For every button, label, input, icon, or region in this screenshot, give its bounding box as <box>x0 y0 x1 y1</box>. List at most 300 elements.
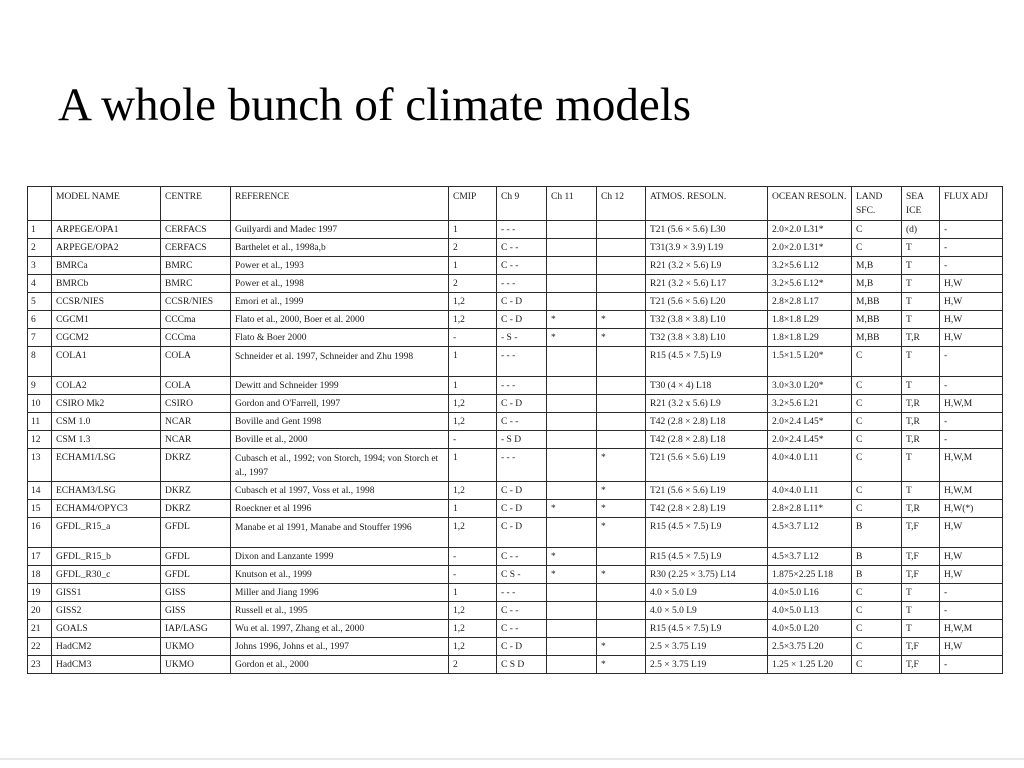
land-sfc-cell: B <box>852 566 902 584</box>
model-name-cell: CGCM2 <box>52 329 161 347</box>
column-header-0 <box>28 187 52 221</box>
sea-ice-cell: T,F <box>902 638 940 656</box>
reference-cell: Gordon and O'Farrell, 1997 <box>231 395 449 413</box>
centre-cell: GISS <box>161 602 231 620</box>
table-row <box>28 293 1003 311</box>
land-sfc-cell: M,BB <box>852 293 902 311</box>
ocean-resoln-cell: 4.5×3.7 L12 <box>768 518 852 548</box>
ocean-resoln-cell: 3.2×5.6 L21 <box>768 395 852 413</box>
model-name-cell: GFDL_R15_b <box>52 548 161 566</box>
land-sfc-cell: B <box>852 548 902 566</box>
table-row <box>28 602 1003 620</box>
model-name-cell: COLA2 <box>52 377 161 395</box>
cmip-cell: 1 <box>449 377 497 395</box>
ch12-cell: * <box>597 518 646 548</box>
centre-cell: IAP/LASG <box>161 620 231 638</box>
row-number-cell: 2 <box>28 239 52 257</box>
ocean-resoln-cell: 1.875×2.25 L18 <box>768 566 852 584</box>
ch9-cell: - - - <box>497 584 547 602</box>
flux-adj-cell: - <box>940 431 1003 449</box>
reference-cell: Johns 1996, Johns et al., 1997 <box>231 638 449 656</box>
centre-cell: COLA <box>161 347 231 377</box>
row-number-cell: 20 <box>28 602 52 620</box>
table-row <box>28 395 1003 413</box>
table-row <box>28 566 1003 584</box>
sea-ice-cell: T <box>902 602 940 620</box>
ocean-resoln-cell: 3.2×5.6 L12* <box>768 275 852 293</box>
sea-ice-cell: T,F <box>902 518 940 548</box>
ocean-resoln-cell: 2.5×3.75 L20 <box>768 638 852 656</box>
model-name-cell: CCSR/NIES <box>52 293 161 311</box>
ch11-cell <box>547 518 597 548</box>
cmip-cell: 1 <box>449 584 497 602</box>
ocean-resoln-cell: 4.0×5.0 L20 <box>768 620 852 638</box>
atmos-resoln-cell: T32 (3.8 × 3.8) L10 <box>646 329 768 347</box>
header-row <box>28 187 1003 221</box>
model-name-cell: ECHAM4/OPYC3 <box>52 500 161 518</box>
centre-cell: NCAR <box>161 413 231 431</box>
land-sfc-cell: C <box>852 377 902 395</box>
atmos-resoln-cell: T32 (3.8 × 3.8) L10 <box>646 311 768 329</box>
ch9-cell: - S D <box>497 431 547 449</box>
flux-adj-cell: H,W,M <box>940 482 1003 500</box>
centre-cell: DKRZ <box>161 500 231 518</box>
column-header-3: REFERENCE <box>231 187 449 221</box>
flux-adj-cell: H,W,M <box>940 449 1003 482</box>
reference-cell: Miller and Jiang 1996 <box>231 584 449 602</box>
ch11-cell <box>547 449 597 482</box>
atmos-resoln-cell: R15 (4.5 × 7.5) L9 <box>646 620 768 638</box>
sea-ice-cell: T,F <box>902 656 940 674</box>
ch12-cell <box>597 620 646 638</box>
model-name-cell: CSM 1.3 <box>52 431 161 449</box>
column-header-9: OCEAN RESOLN. <box>768 187 852 221</box>
table-row <box>28 449 1003 482</box>
reference-cell: Roeckner et al 1996 <box>231 500 449 518</box>
sea-ice-cell: T,F <box>902 548 940 566</box>
row-number-cell: 14 <box>28 482 52 500</box>
column-header-7: Ch 12 <box>597 187 646 221</box>
flux-adj-cell: H,W <box>940 275 1003 293</box>
cmip-cell: 2 <box>449 275 497 293</box>
reference-cell: Russell et al., 1995 <box>231 602 449 620</box>
row-number-cell: 15 <box>28 500 52 518</box>
atmos-resoln-cell: R15 (4.5 × 7.5) L9 <box>646 347 768 377</box>
cmip-cell: 2 <box>449 239 497 257</box>
ch9-cell: - S - <box>497 329 547 347</box>
row-number-cell: 1 <box>28 221 52 239</box>
atmos-resoln-cell: T30 (4 × 4) L18 <box>646 377 768 395</box>
centre-cell: NCAR <box>161 431 231 449</box>
ch12-cell: * <box>597 482 646 500</box>
centre-cell: CERFACS <box>161 239 231 257</box>
flux-adj-cell: - <box>940 257 1003 275</box>
ocean-resoln-cell: 2.0×2.4 L45* <box>768 431 852 449</box>
ch11-cell: * <box>547 329 597 347</box>
row-number-cell: 9 <box>28 377 52 395</box>
sea-ice-cell: T,R <box>902 431 940 449</box>
table-row <box>28 500 1003 518</box>
slide-title: A whole bunch of climate models <box>58 79 692 131</box>
centre-cell: UKMO <box>161 638 231 656</box>
row-number-cell: 18 <box>28 566 52 584</box>
land-sfc-cell: B <box>852 518 902 548</box>
atmos-resoln-cell: 2.5 × 3.75 L19 <box>646 638 768 656</box>
model-name-cell: BMRCb <box>52 275 161 293</box>
ocean-resoln-cell: 1.25 × 1.25 L20 <box>768 656 852 674</box>
land-sfc-cell: C <box>852 395 902 413</box>
atmos-resoln-cell: 4.0 × 5.0 L9 <box>646 584 768 602</box>
atmos-resoln-cell: T21 (5.6 × 5.6) L20 <box>646 293 768 311</box>
ch11-cell <box>547 239 597 257</box>
ch12-cell <box>597 395 646 413</box>
ch9-cell: C - D <box>497 395 547 413</box>
ch12-cell <box>597 275 646 293</box>
table-body <box>28 221 1003 674</box>
atmos-resoln-cell: T42 (2.8 × 2.8) L19 <box>646 500 768 518</box>
sea-ice-cell: T <box>902 311 940 329</box>
sea-ice-cell: T,F <box>902 566 940 584</box>
flux-adj-cell: - <box>940 221 1003 239</box>
centre-cell: GFDL <box>161 518 231 548</box>
model-name-cell: GFDL_R15_a <box>52 518 161 548</box>
column-header-11: SEA ICE <box>902 187 940 221</box>
land-sfc-cell: C <box>852 602 902 620</box>
cmip-cell: 1,2 <box>449 311 497 329</box>
table-row <box>28 656 1003 674</box>
model-name-cell: HadCM3 <box>52 656 161 674</box>
ch11-cell <box>547 620 597 638</box>
cmip-cell: - <box>449 329 497 347</box>
centre-cell: BMRC <box>161 275 231 293</box>
reference-cell: Manabe et al 1991, Manabe and Stouffer 1996 <box>231 518 449 548</box>
cmip-cell: 1,2 <box>449 413 497 431</box>
land-sfc-cell: C <box>852 221 902 239</box>
flux-adj-cell: H,W(*) <box>940 500 1003 518</box>
atmos-resoln-cell: T21 (5.6 × 5.6) L19 <box>646 482 768 500</box>
column-header-10: LAND SFC. <box>852 187 902 221</box>
atmos-resoln-cell: R21 (3.2 × 5.6) L9 <box>646 257 768 275</box>
model-name-cell: COLA1 <box>52 347 161 377</box>
models-table-container <box>27 186 1002 674</box>
flux-adj-cell: H,W <box>940 518 1003 548</box>
land-sfc-cell: C <box>852 584 902 602</box>
flux-adj-cell: - <box>940 584 1003 602</box>
ch12-cell: * <box>597 329 646 347</box>
centre-cell: DKRZ <box>161 482 231 500</box>
ocean-resoln-cell: 1.8×1.8 L29 <box>768 311 852 329</box>
ch12-cell: * <box>597 656 646 674</box>
ch9-cell: - - - <box>497 221 547 239</box>
ch12-cell: * <box>597 449 646 482</box>
land-sfc-cell: C <box>852 638 902 656</box>
ch9-cell: C S - <box>497 566 547 584</box>
table-row <box>28 518 1003 548</box>
ch9-cell: C - - <box>497 413 547 431</box>
centre-cell: CSIRO <box>161 395 231 413</box>
ch9-cell: C - - <box>497 620 547 638</box>
land-sfc-cell: M,B <box>852 257 902 275</box>
land-sfc-cell: M,BB <box>852 311 902 329</box>
land-sfc-cell: C <box>852 449 902 482</box>
row-number-cell: 5 <box>28 293 52 311</box>
row-number-cell: 10 <box>28 395 52 413</box>
cmip-cell: 1,2 <box>449 482 497 500</box>
table-row <box>28 548 1003 566</box>
model-name-cell: GOALS <box>52 620 161 638</box>
cmip-cell: 1 <box>449 221 497 239</box>
ch12-cell: * <box>597 566 646 584</box>
ocean-resoln-cell: 2.0×2.0 L31* <box>768 239 852 257</box>
ocean-resoln-cell: 3.0×3.0 L20* <box>768 377 852 395</box>
centre-cell: DKRZ <box>161 449 231 482</box>
atmos-resoln-cell: T31(3.9 × 3.9) L19 <box>646 239 768 257</box>
sea-ice-cell: T <box>902 347 940 377</box>
model-name-cell: ECHAM3/LSG <box>52 482 161 500</box>
table-row <box>28 257 1003 275</box>
ch9-cell: C S D <box>497 656 547 674</box>
cmip-cell: 1 <box>449 257 497 275</box>
centre-cell: GFDL <box>161 566 231 584</box>
row-number-cell: 21 <box>28 620 52 638</box>
ch11-cell: * <box>547 311 597 329</box>
row-number-cell: 8 <box>28 347 52 377</box>
column-header-2: CENTRE <box>161 187 231 221</box>
ch11-cell <box>547 602 597 620</box>
ch11-cell <box>547 584 597 602</box>
column-header-12: FLUX ADJ <box>940 187 1003 221</box>
ch12-cell <box>597 431 646 449</box>
flux-adj-cell: - <box>940 377 1003 395</box>
land-sfc-cell: C <box>852 482 902 500</box>
sea-ice-cell: T <box>902 584 940 602</box>
flux-adj-cell: H,W <box>940 566 1003 584</box>
ch11-cell: * <box>547 548 597 566</box>
atmos-resoln-cell: R30 (2.25 × 3.75) L14 <box>646 566 768 584</box>
ocean-resoln-cell: 4.5×3.7 L12 <box>768 548 852 566</box>
column-header-1: MODEL NAME <box>52 187 161 221</box>
reference-cell: Emori et al., 1999 <box>231 293 449 311</box>
flux-adj-cell: - <box>940 602 1003 620</box>
reference-cell: Knutson et al., 1999 <box>231 566 449 584</box>
model-name-cell: GFDL_R30_c <box>52 566 161 584</box>
cmip-cell: - <box>449 431 497 449</box>
cmip-cell: 1,2 <box>449 395 497 413</box>
model-name-cell: HadCM2 <box>52 638 161 656</box>
ocean-resoln-cell: 4.0×5.0 L13 <box>768 602 852 620</box>
ch9-cell: C - D <box>497 518 547 548</box>
ch9-cell: C - - <box>497 548 547 566</box>
ch9-cell: - - - <box>497 275 547 293</box>
ch12-cell <box>597 377 646 395</box>
sea-ice-cell: T <box>902 239 940 257</box>
atmos-resoln-cell: T21 (5.6 × 5.6) L19 <box>646 449 768 482</box>
reference-cell: Power et al., 1993 <box>231 257 449 275</box>
ch9-cell: C - D <box>497 638 547 656</box>
table-row <box>28 620 1003 638</box>
table-row <box>28 239 1003 257</box>
column-header-4: CMIP <box>449 187 497 221</box>
sea-ice-cell: T,R <box>902 395 940 413</box>
sea-ice-cell: T <box>902 293 940 311</box>
ocean-resoln-cell: 1.8×1.8 L29 <box>768 329 852 347</box>
ch11-cell: * <box>547 500 597 518</box>
table-row <box>28 413 1003 431</box>
ch11-cell <box>547 431 597 449</box>
reference-cell: Flato et al., 2000, Boer et al. 2000 <box>231 311 449 329</box>
atmos-resoln-cell: R21 (3.2 x 5.6) L9 <box>646 395 768 413</box>
model-name-cell: ARPEGE/OPA1 <box>52 221 161 239</box>
ch11-cell <box>547 221 597 239</box>
flux-adj-cell: - <box>940 413 1003 431</box>
reference-cell: Boville and Gent 1998 <box>231 413 449 431</box>
table-row <box>28 431 1003 449</box>
cmip-cell: 1,2 <box>449 602 497 620</box>
cmip-cell: 1,2 <box>449 620 497 638</box>
reference-cell: Cubasch et al 1997, Voss et al., 1998 <box>231 482 449 500</box>
bottom-divider <box>0 758 1024 760</box>
flux-adj-cell: - <box>940 239 1003 257</box>
land-sfc-cell: C <box>852 413 902 431</box>
model-name-cell: ECHAM1/LSG <box>52 449 161 482</box>
ocean-resoln-cell: 2.8×2.8 L11* <box>768 500 852 518</box>
ch12-cell: * <box>597 311 646 329</box>
ocean-resoln-cell: 1.5×1.5 L20* <box>768 347 852 377</box>
ch11-cell <box>547 638 597 656</box>
sea-ice-cell: T <box>902 449 940 482</box>
ch12-cell <box>597 584 646 602</box>
ch11-cell <box>547 395 597 413</box>
ocean-resoln-cell: 2.0×2.4 L45* <box>768 413 852 431</box>
ch9-cell: - - - <box>497 377 547 395</box>
ch9-cell: C - - <box>497 239 547 257</box>
ch9-cell: C - - <box>497 257 547 275</box>
row-number-cell: 6 <box>28 311 52 329</box>
flux-adj-cell: H,W,M <box>940 620 1003 638</box>
table-row <box>28 347 1003 377</box>
column-header-5: Ch 9 <box>497 187 547 221</box>
reference-cell: Boville et al., 2000 <box>231 431 449 449</box>
ch12-cell <box>597 239 646 257</box>
reference-cell: Power et al., 1998 <box>231 275 449 293</box>
ch9-cell: - - - <box>497 347 547 377</box>
centre-cell: UKMO <box>161 656 231 674</box>
table-row <box>28 275 1003 293</box>
row-number-cell: 11 <box>28 413 52 431</box>
row-number-cell: 13 <box>28 449 52 482</box>
reference-cell: Dewitt and Schneider 1999 <box>231 377 449 395</box>
reference-cell: Cubasch et al., 1992; von Storch, 1994; von Storch et al., 1997 <box>231 449 449 482</box>
cmip-cell: - <box>449 566 497 584</box>
reference-cell: Wu et al. 1997, Zhang et al., 2000 <box>231 620 449 638</box>
cmip-cell: 2 <box>449 656 497 674</box>
centre-cell: GFDL <box>161 548 231 566</box>
atmos-resoln-cell: T42 (2.8 × 2.8) L18 <box>646 431 768 449</box>
ocean-resoln-cell: 2.0×2.0 L31* <box>768 221 852 239</box>
sea-ice-cell: T <box>902 482 940 500</box>
land-sfc-cell: C <box>852 239 902 257</box>
cmip-cell: 1 <box>449 500 497 518</box>
row-number-cell: 22 <box>28 638 52 656</box>
sea-ice-cell: T <box>902 257 940 275</box>
ch11-cell <box>547 482 597 500</box>
flux-adj-cell: H,W <box>940 638 1003 656</box>
column-header-6: Ch 11 <box>547 187 597 221</box>
cmip-cell: 1 <box>449 449 497 482</box>
sea-ice-cell: (d) <box>902 221 940 239</box>
ch11-cell <box>547 377 597 395</box>
ch12-cell <box>597 257 646 275</box>
row-number-cell: 23 <box>28 656 52 674</box>
atmos-resoln-cell: R21 (3.2 × 5.6) L17 <box>646 275 768 293</box>
land-sfc-cell: C <box>852 347 902 377</box>
flux-adj-cell: H,W <box>940 548 1003 566</box>
table-row <box>28 638 1003 656</box>
ch12-cell <box>597 221 646 239</box>
ch12-cell <box>597 413 646 431</box>
ch11-cell <box>547 275 597 293</box>
model-name-cell: GISS2 <box>52 602 161 620</box>
cmip-cell: 1,2 <box>449 518 497 548</box>
ch12-cell <box>597 602 646 620</box>
reference-cell: Dixon and Lanzante 1999 <box>231 548 449 566</box>
flux-adj-cell: H,W,M <box>940 395 1003 413</box>
centre-cell: CERFACS <box>161 221 231 239</box>
ocean-resoln-cell: 4.0×4.0 L11 <box>768 449 852 482</box>
reference-cell: Gordon et al., 2000 <box>231 656 449 674</box>
table-row <box>28 584 1003 602</box>
sea-ice-cell: T <box>902 275 940 293</box>
land-sfc-cell: C <box>852 500 902 518</box>
table-row <box>28 329 1003 347</box>
row-number-cell: 7 <box>28 329 52 347</box>
ocean-resoln-cell: 4.0×4.0 L11 <box>768 482 852 500</box>
land-sfc-cell: M,B <box>852 275 902 293</box>
ch12-cell <box>597 293 646 311</box>
atmos-resoln-cell: 4.0 × 5.0 L9 <box>646 602 768 620</box>
ocean-resoln-cell: 3.2×5.6 L12 <box>768 257 852 275</box>
ocean-resoln-cell: 2.8×2.8 L17 <box>768 293 852 311</box>
ch11-cell <box>547 347 597 377</box>
ch11-cell <box>547 656 597 674</box>
reference-cell: Flato & Boer 2000 <box>231 329 449 347</box>
ch11-cell: * <box>547 566 597 584</box>
centre-cell: GISS <box>161 584 231 602</box>
ch11-cell <box>547 257 597 275</box>
ch9-cell: C - D <box>497 311 547 329</box>
ch9-cell: - - - <box>497 449 547 482</box>
reference-cell: Barthelet et al., 1998a,b <box>231 239 449 257</box>
sea-ice-cell: T,R <box>902 329 940 347</box>
row-number-cell: 12 <box>28 431 52 449</box>
row-number-cell: 3 <box>28 257 52 275</box>
model-name-cell: CSM 1.0 <box>52 413 161 431</box>
cmip-cell: 1 <box>449 347 497 377</box>
row-number-cell: 16 <box>28 518 52 548</box>
sea-ice-cell: T,R <box>902 500 940 518</box>
sea-ice-cell: T <box>902 377 940 395</box>
ch12-cell <box>597 347 646 377</box>
ch12-cell: * <box>597 638 646 656</box>
sea-ice-cell: T,R <box>902 413 940 431</box>
table-row <box>28 482 1003 500</box>
model-name-cell: BMRCa <box>52 257 161 275</box>
reference-cell: Schneider et al. 1997, Schneider and Zhu 1998 <box>231 347 449 377</box>
model-name-cell: CSIRO Mk2 <box>52 395 161 413</box>
flux-adj-cell: H,W <box>940 293 1003 311</box>
row-number-cell: 4 <box>28 275 52 293</box>
model-name-cell: CGCM1 <box>52 311 161 329</box>
